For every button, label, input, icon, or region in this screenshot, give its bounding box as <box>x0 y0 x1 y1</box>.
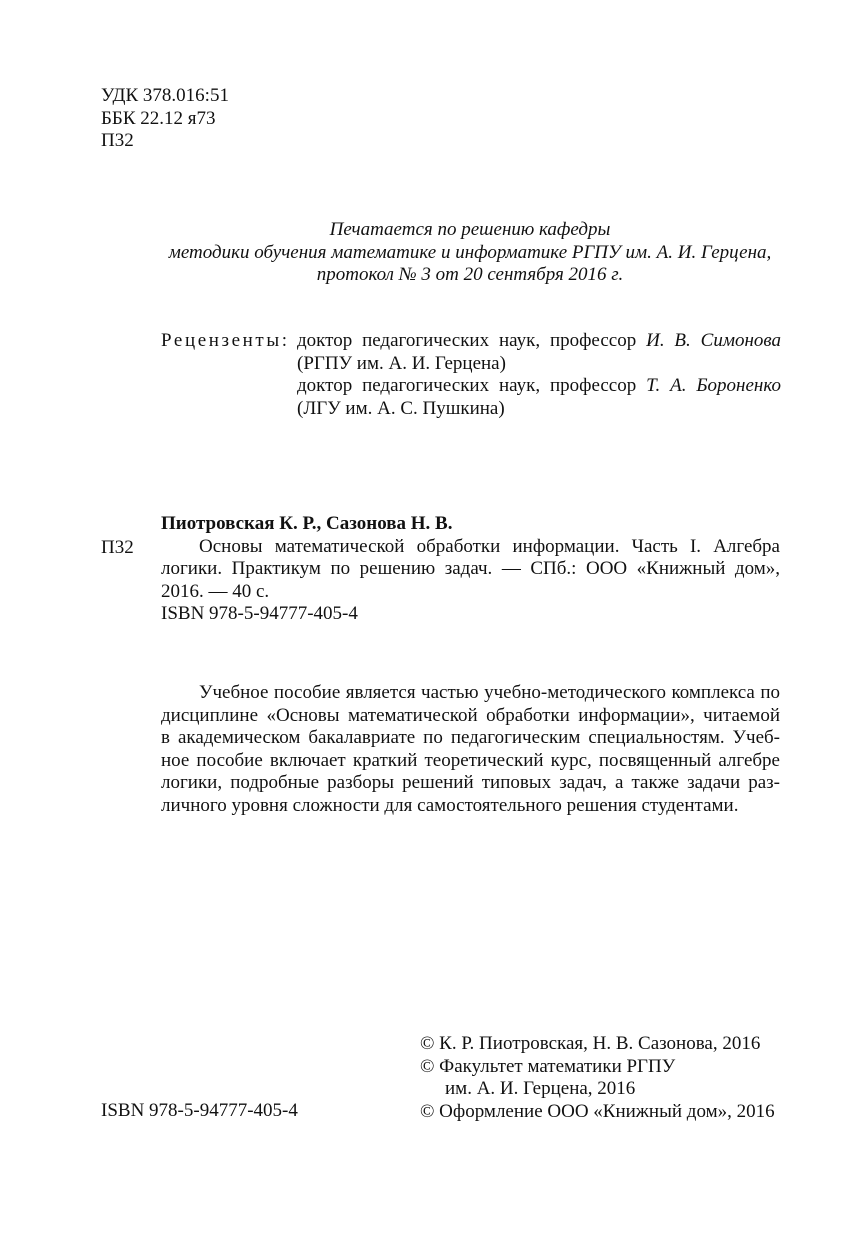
annotation-line: в академическом бакалавриате по педагогическим специальностям. Учеб- <box>161 727 780 748</box>
reviewer-1-affiliation: (РГПУ им. А. И. Герцена) <box>297 352 506 374</box>
copyright-faculty-cont: им. А. И. Герцена, 2016 <box>445 1078 636 1099</box>
catalog-isbn: ISBN 978-5-94777-405-4 <box>161 603 358 624</box>
publication-decision <box>100 219 840 287</box>
catalog-authors: Пиотровская К. Р., Сазонова Н. В. <box>161 513 453 534</box>
classification-block <box>101 85 229 153</box>
isbn-bottom: ISBN 978-5-94777-405-4 <box>101 1100 298 1121</box>
reviewer-1-title: доктор педагогических наук, профессор <box>297 330 637 351</box>
annotation-line: дисциплине «Основы математической обработки информации», читаемой <box>161 704 780 726</box>
reviewer-2-name: Т. А. Бороненко <box>646 375 781 396</box>
reviewer-2-title: доктор педагогических наук, профессор <box>297 375 637 396</box>
annotation-line: личного уровня сложности для самостоятельного решения студентами. <box>161 794 739 816</box>
reviewer-1-row <box>161 330 781 353</box>
catalog-line: 2016. — 40 с. <box>161 580 270 602</box>
reviewers-block <box>161 330 781 420</box>
copyright-faculty: © Факультет математики РГПУ <box>420 1055 676 1077</box>
annotation-line: ное пособие включает краткий теоретический курс, посвященный алгебре <box>161 749 780 771</box>
decision-line: Печатается по решению кафедры <box>329 219 611 240</box>
catalog-code: П32 <box>101 537 134 558</box>
reviewer-1-name: И. В. Симонова <box>646 330 782 351</box>
copyright-block <box>420 1033 775 1123</box>
annotation-line: логики, подробные разборы решений типовых задач, а также задачи раз- <box>161 772 780 793</box>
bbk-code: ББК 22.12 я73 <box>101 107 216 129</box>
catalog-card <box>161 513 780 626</box>
catalog-line: Основы математической обработки информации. Часть I. Алгебра <box>199 535 780 557</box>
decision-line: протокол № 3 от 20 сентября 2016 г. <box>316 264 624 285</box>
annotation-paragraph <box>161 682 780 817</box>
copyright-authors: © К. Р. Пиотровская, Н. В. Сазонова, 2016 <box>420 1033 761 1054</box>
annotation-line: Учебное пособие является частью учебно-методического комплекса по <box>199 682 780 703</box>
reviewer-2-line <box>161 375 781 398</box>
reviewer-1-line <box>297 330 781 353</box>
catalog-line: логики. Практикум по решению задач. — СПб.: ООО «Книжный дом», <box>161 558 780 579</box>
udk-code: УДК 378.016:51 <box>101 85 229 106</box>
copyright-design: © Оформление ООО «Книжный дом», 2016 <box>420 1100 775 1122</box>
reviewers-label: Рецензенты: <box>161 330 290 351</box>
decision-line: методики обучения математике и информатике РГПУ им. А. И. Герцена, <box>168 241 772 263</box>
author-sign: П32 <box>101 130 134 151</box>
reviewer-2-affiliation: (ЛГУ им. А. С. Пушкина) <box>297 397 505 419</box>
